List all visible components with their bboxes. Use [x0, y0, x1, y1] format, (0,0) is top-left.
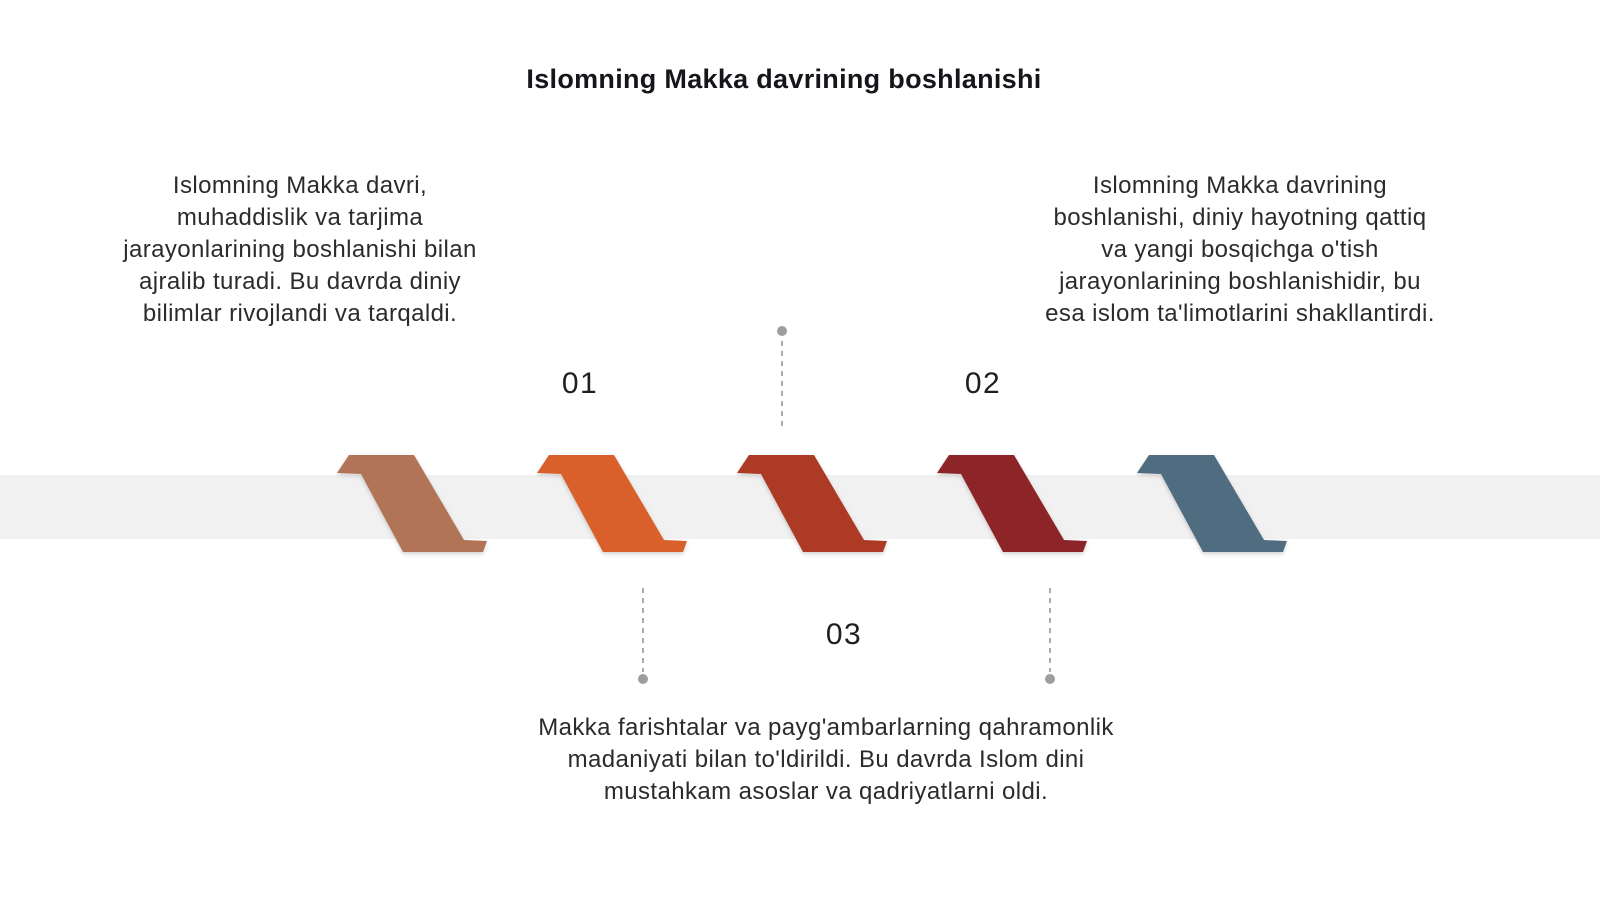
connector-line-bottom-left	[642, 588, 644, 672]
description-left-line: jarayonlarining boshlanishi bilan	[123, 236, 477, 263]
step-shape-4-polygon	[937, 455, 1087, 552]
connector-line-bottom-right	[1049, 588, 1051, 672]
description-right	[1000, 170, 1480, 330]
description-left	[80, 170, 520, 330]
description-bottom	[426, 712, 1226, 808]
description-left-line: muhaddislik va tarjima	[176, 204, 424, 231]
step-shape-5-polygon	[1137, 455, 1287, 552]
connector-line-top	[781, 341, 783, 429]
description-bottom-line: mustahkam asoslar va qadriyatlarni oldi.	[603, 778, 1049, 805]
description-left-line: bilimlar rivojlandi va tarqaldi.	[142, 300, 458, 327]
description-right-line: Islomning Makka davrining	[1092, 172, 1388, 199]
description-bottom-line: madaniyati bilan to'ldirildi. Bu davrda Islom dini	[567, 746, 1085, 773]
step-number-01: 01	[561, 367, 599, 400]
page-title: Islomning Makka davrining boshlanishi	[526, 64, 1042, 94]
step-shape-3	[737, 455, 887, 553]
description-left-line: ajralib turadi. Bu davrda diniy	[139, 268, 461, 295]
step-number-02: 02	[964, 367, 1002, 400]
step-shape-1	[337, 455, 487, 553]
description-right-line: esa islom ta'limotlarini shakllantirdi.	[1045, 300, 1435, 327]
step-shape-1-polygon	[337, 455, 487, 552]
connector-dot-bottom-left	[638, 674, 648, 684]
description-right-line: boshlanishi, diniy hayotning qattiq	[1053, 204, 1427, 231]
step-shape-3-polygon	[737, 455, 887, 552]
connector-dot-bottom-right	[1045, 674, 1055, 684]
description-bottom-line: Makka farishtalar va payg'ambarlarning qahramonlik	[538, 714, 1114, 741]
step-shape-2-polygon	[537, 455, 687, 552]
connector-dot-top	[777, 326, 787, 336]
description-right-line: va yangi bosqichga o'tish	[1101, 236, 1379, 263]
step-shape-4	[937, 455, 1087, 553]
description-right-line: jarayonlarining boshlanishidir, bu	[1059, 268, 1421, 295]
step-shape-2	[537, 455, 687, 553]
description-left-line: Islomning Makka davri,	[172, 172, 428, 199]
step-shape-5	[1137, 455, 1287, 553]
step-number-03: 03	[825, 618, 863, 651]
